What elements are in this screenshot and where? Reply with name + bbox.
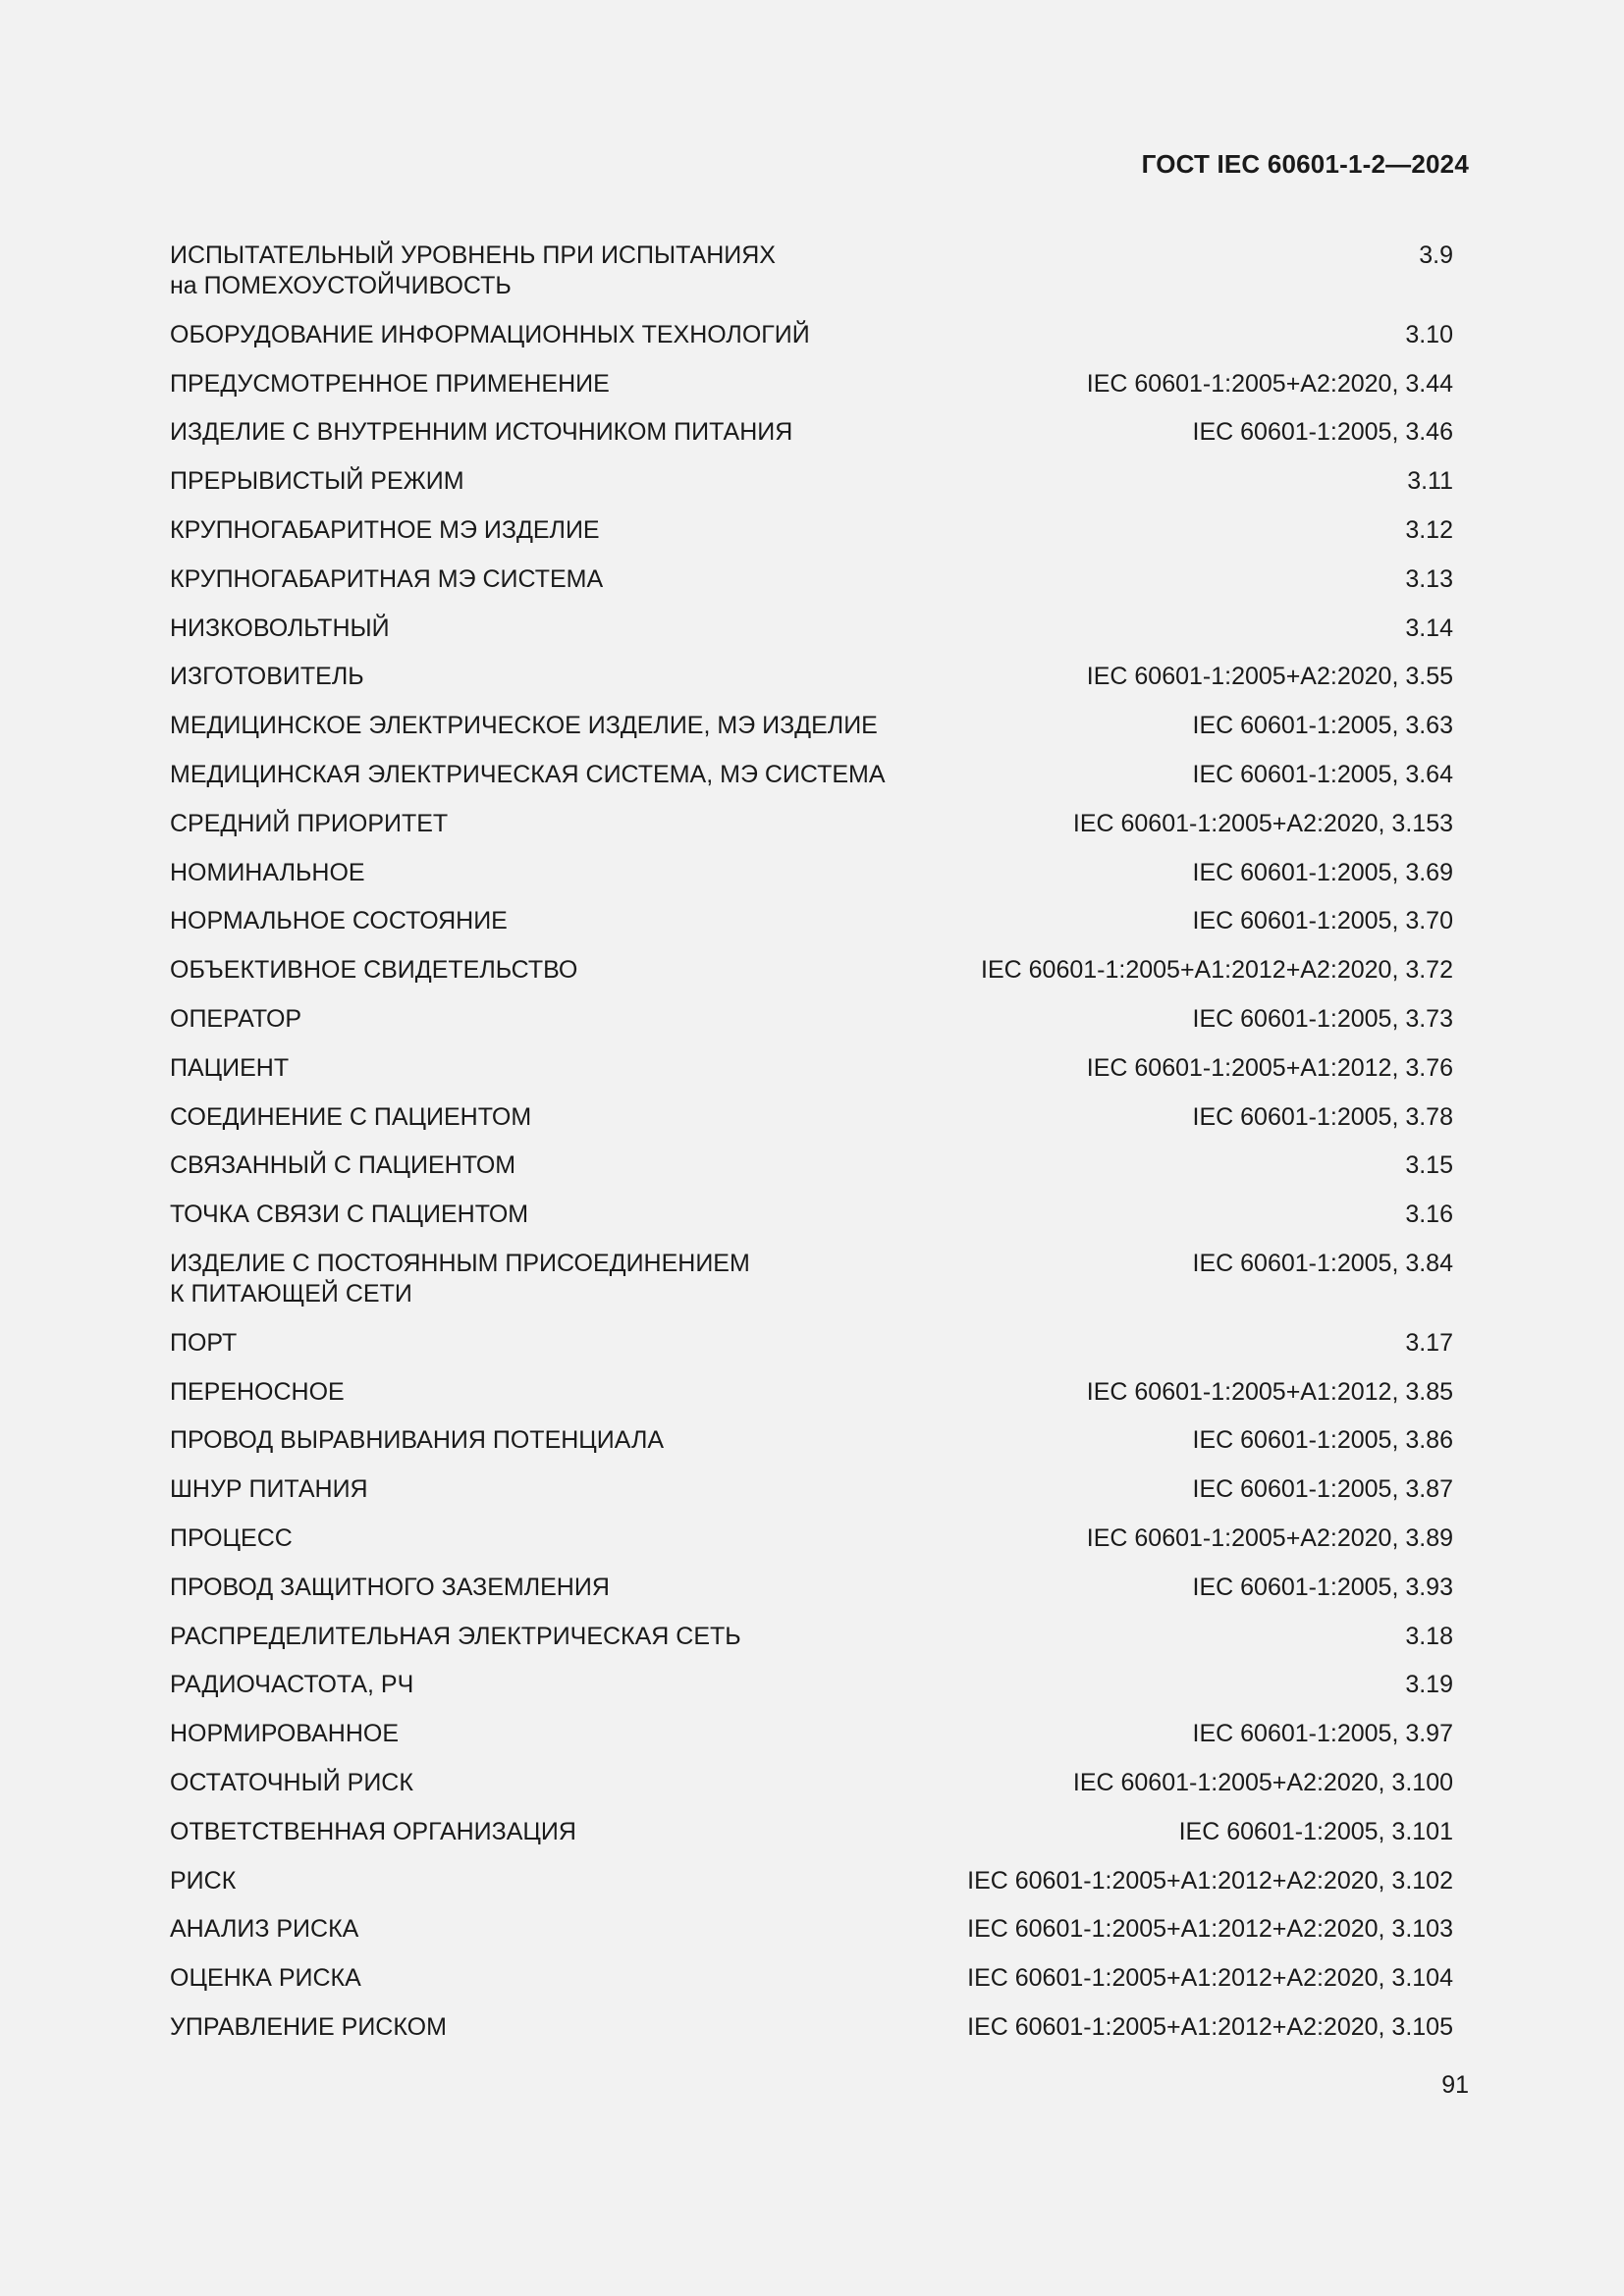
term-reference: IEC 60601-1:2005+A1:2012+A2:2020, 3.103 [967, 1915, 1453, 1944]
term-reference: IEC 60601-1:2005, 3.84 [1192, 1249, 1453, 1277]
term-row [170, 858, 1453, 888]
term-name: ОБЪЕКТИВНОЕ СВИДЕТЕЛЬСТВО [170, 956, 578, 985]
term-name: ПРЕДУСМОТРЕННОЕ ПРИМЕНЕНИЕ [170, 369, 610, 398]
term-reference: IEC 60601-1:2005+A1:2012, 3.76 [1086, 1053, 1453, 1082]
term-reference: 3.18 [1405, 1622, 1453, 1650]
term-row [170, 1670, 1453, 1700]
term-name: ОТВЕТСТВЕННАЯ ОРГАНИЗАЦИЯ [170, 1817, 576, 1845]
term-row [170, 1425, 1453, 1456]
term-reference: IEC 60601-1:2005, 3.46 [1192, 418, 1453, 447]
term-reference: IEC 60601-1:2005+A2:2020, 3.89 [1086, 1523, 1453, 1552]
term-row [170, 1150, 1453, 1181]
term-reference: 3.17 [1405, 1328, 1453, 1357]
term-index-list [170, 240, 1453, 2061]
term-reference: 3.19 [1405, 1671, 1453, 1699]
term-row [170, 417, 1453, 448]
term-name: ПЕРЕНОСНОЕ [170, 1377, 345, 1406]
term-reference: IEC 60601-1:2005, 3.93 [1192, 1573, 1453, 1601]
term-name: ОСТАТОЧНЫЙ РИСК [170, 1768, 413, 1796]
term-row [170, 955, 1453, 986]
term-name: НОРМАЛЬНОЕ СОСТОЯНИЕ [170, 907, 508, 935]
term-reference: IEC 60601-1:2005+A1:2012+A2:2020, 3.72 [981, 956, 1453, 985]
term-reference: 3.16 [1405, 1201, 1453, 1229]
term-name: ИСПЫТАТЕЛЬНЫЙ УРОВНЕНЬ ПРИ ИСПЫТАНИЯХ на ПОМЕХОУСТОЙЧИВОСТЬ [170, 241, 776, 299]
term-row [170, 662, 1453, 692]
term-name: МЕДИЦИНСКОЕ ЭЛЕКТРИЧЕСКОЕ ИЗДЕЛИЕ, МЭ ИЗДЕЛИЕ [170, 712, 878, 740]
term-row [170, 614, 1453, 644]
term-row [170, 1004, 1453, 1035]
term-row [170, 1768, 1453, 1798]
term-row [170, 1474, 1453, 1505]
term-row [170, 1377, 1453, 1408]
term-name: ОЦЕНКА РИСКА [170, 1964, 361, 1993]
term-reference: IEC 60601-1:2005, 3.70 [1192, 907, 1453, 935]
term-reference: IEC 60601-1:2005+A2:2020, 3.100 [1072, 1768, 1453, 1796]
term-row [170, 1914, 1453, 1945]
term-reference: 3.15 [1405, 1151, 1453, 1180]
term-row [170, 320, 1453, 350]
term-row [170, 1622, 1453, 1652]
term-row [170, 240, 1453, 301]
term-row [170, 1866, 1453, 1896]
term-reference: 3.10 [1405, 320, 1453, 348]
term-reference: IEC 60601-1:2005, 3.63 [1192, 712, 1453, 740]
term-reference: IEC 60601-1:2005+A2:2020, 3.153 [1072, 809, 1453, 837]
term-name: ОБОРУДОВАНИЕ ИНФОРМАЦИОННЫХ ТЕХНОЛОГИЙ [170, 320, 810, 348]
term-row [170, 760, 1453, 790]
term-reference: 3.11 [1407, 467, 1453, 496]
term-name: НОРМИРОВАННОЕ [170, 1720, 400, 1748]
term-reference: IEC 60601-1:2005, 3.97 [1192, 1720, 1453, 1748]
term-row [170, 466, 1453, 497]
term-row [170, 1719, 1453, 1749]
term-reference: IEC 60601-1:2005+A1:2012+A2:2020, 3.102 [967, 1866, 1453, 1895]
term-row [170, 1817, 1453, 1847]
term-name: НИЗКОВОЛЬТНЫЙ [170, 614, 390, 642]
term-name: РИСК [170, 1866, 237, 1895]
term-reference: IEC 60601-1:2005, 3.86 [1192, 1426, 1453, 1455]
term-name: ПОРТ [170, 1328, 238, 1357]
term-reference: IEC 60601-1:2005, 3.69 [1192, 858, 1453, 886]
term-reference: 3.13 [1405, 564, 1453, 593]
term-row [170, 906, 1453, 936]
term-row [170, 1328, 1453, 1359]
term-name: КРУПНОГАБАРИТНАЯ МЭ СИСТЕМА [170, 564, 604, 593]
term-reference: IEC 60601-1:2005+A1:2012, 3.85 [1086, 1377, 1453, 1406]
term-name: ПРОВОД ВЫРАВНИВАНИЯ ПОТЕНЦИАЛА [170, 1426, 665, 1455]
term-row [170, 369, 1453, 400]
term-reference: IEC 60601-1:2005+A1:2012+A2:2020, 3.104 [967, 1964, 1453, 1993]
term-reference: 3.12 [1405, 515, 1453, 544]
term-name: МЕДИЦИНСКАЯ ЭЛЕКТРИЧЕСКАЯ СИСТЕМА, МЭ СИСТЕМА [170, 760, 886, 788]
term-name: АНАЛИЗ РИСКА [170, 1915, 359, 1944]
term-name: ИЗДЕЛИЕ С ВНУТРЕННИМ ИСТОЧНИКОМ ПИТАНИЯ [170, 418, 793, 447]
term-reference: IEC 60601-1:2005, 3.87 [1192, 1475, 1453, 1504]
term-name: ОПЕРАТОР [170, 1004, 302, 1033]
term-row [170, 1523, 1453, 1554]
term-reference: IEC 60601-1:2005+A2:2020, 3.55 [1086, 663, 1453, 691]
term-name: СОЕДИНЕНИЕ С ПАЦИЕНТОМ [170, 1102, 532, 1131]
page-header-standard: ГОСТ IEC 60601-1-2—2024 [1141, 149, 1469, 179]
term-name: СРЕДНИЙ ПРИОРИТЕТ [170, 809, 449, 837]
term-row [170, 1249, 1453, 1309]
term-name: ШНУР ПИТАНИЯ [170, 1475, 368, 1504]
term-name: РАСПРЕДЕЛИТЕЛЬНАЯ ЭЛЕКТРИЧЕСКАЯ СЕТЬ [170, 1622, 741, 1650]
term-row [170, 1963, 1453, 1994]
term-row [170, 564, 1453, 595]
page-number: 91 [1441, 2071, 1469, 2099]
term-reference: 3.9 [1419, 241, 1453, 269]
term-name: КРУПНОГАБАРИТНОЕ МЭ ИЗДЕЛИЕ [170, 515, 600, 544]
term-row [170, 515, 1453, 546]
term-name: ИЗДЕЛИЕ С ПОСТОЯННЫМ ПРИСОЕДИНЕНИЕМ К ПИТАЮЩЕЙ СЕТИ [170, 1249, 750, 1308]
term-row [170, 711, 1453, 741]
term-name: СВЯЗАННЫЙ С ПАЦИЕНТОМ [170, 1151, 516, 1180]
term-row [170, 1573, 1453, 1603]
term-reference: 3.14 [1405, 614, 1453, 642]
term-reference: IEC 60601-1:2005+A1:2012+A2:2020, 3.105 [967, 2012, 1453, 2041]
term-name: УПРАВЛЕНИЕ РИСКОМ [170, 2012, 447, 2041]
term-name: ИЗГОТОВИТЕЛЬ [170, 663, 364, 691]
term-reference: IEC 60601-1:2005, 3.64 [1192, 760, 1453, 788]
term-name: ТОЧКА СВЯЗИ С ПАЦИЕНТОМ [170, 1201, 529, 1229]
term-name: РАДИОЧАСТОТА, РЧ [170, 1671, 414, 1699]
term-name: ПАЦИЕНТ [170, 1053, 290, 1082]
term-reference: IEC 60601-1:2005, 3.73 [1192, 1004, 1453, 1033]
term-name: ПРОВОД ЗАЩИТНОГО ЗАЗЕМЛЕНИЯ [170, 1573, 610, 1601]
term-reference: IEC 60601-1:2005, 3.78 [1192, 1102, 1453, 1131]
term-name: НОМИНАЛЬНОЕ [170, 858, 365, 886]
term-row [170, 2012, 1453, 2043]
term-row [170, 1053, 1453, 1084]
term-row [170, 1102, 1453, 1133]
term-reference: IEC 60601-1:2005, 3.101 [1178, 1817, 1453, 1845]
term-row [170, 1200, 1453, 1230]
term-reference: IEC 60601-1:2005+A2:2020, 3.44 [1086, 369, 1453, 398]
term-name: ПРЕРЫВИСТЫЙ РЕЖИМ [170, 467, 464, 496]
term-row [170, 809, 1453, 839]
term-name: ПРОЦЕСС [170, 1523, 293, 1552]
